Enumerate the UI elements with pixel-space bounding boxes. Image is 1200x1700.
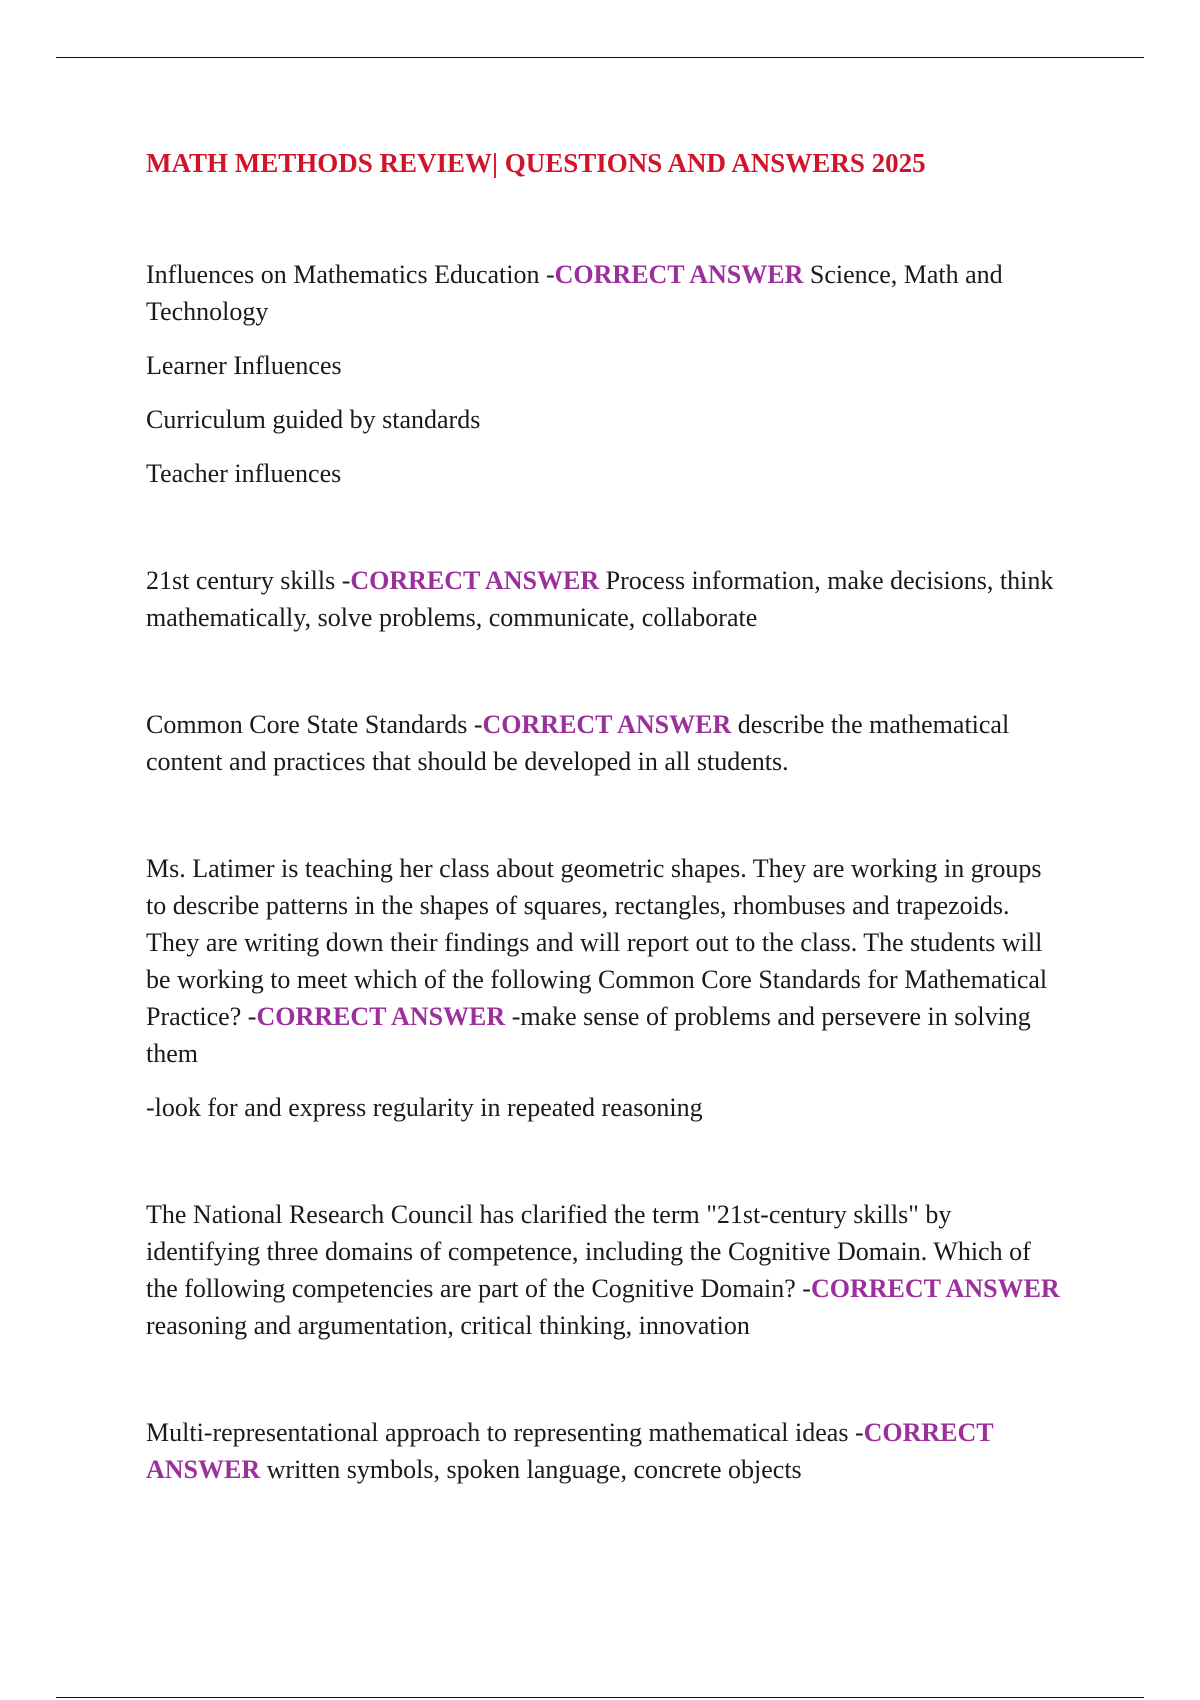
qa-item (146, 1414, 1066, 1488)
answer-text: describe the mathematical content and practices that should be developed in all students. (146, 710, 1010, 776)
answer-extra-line: -look for and express regularity in repeated reasoning (146, 1093, 703, 1122)
qa-question-answer (146, 562, 1066, 636)
correct-answer-label: CORRECT ANSWER (350, 566, 600, 595)
qa-question-answer (146, 706, 1066, 780)
qa-item (146, 1196, 1066, 1344)
correct-answer-label: CORRECT ANSWER (554, 260, 804, 289)
document-title: MATH METHODS REVIEW| QUESTIONS AND ANSWERS 2025 (146, 148, 926, 178)
document-body (146, 148, 1066, 1488)
correct-answer-label: CORRECT ANSWER (146, 1418, 994, 1484)
answer-text: written symbols, spoken language, concrete objects (260, 1455, 802, 1484)
correct-answer-label: CORRECT ANSWER (256, 1002, 506, 1031)
answer-extra-line: Learner Influences (146, 351, 342, 380)
correct-answer-label: CORRECT ANSWER (482, 710, 732, 739)
question-text: 21st century skills - (146, 566, 351, 595)
bottom-rule (56, 1697, 1144, 1698)
question-text: Influences on Mathematics Education - (146, 260, 555, 289)
qa-question-answer (146, 1196, 1066, 1344)
answer-text: Process information, make decisions, think mathematically, solve problems, communicate, collaborate (146, 566, 1054, 632)
question-text: Ms. Latimer is teaching her class about geometric shapes. They are working in groups to describe patterns in the shapes of squares, rectangles, rhombuses and trapezoids. They are writing down their findings and will report out to the class. The students will be working to meet which of the following Common Core Standards for Mathematical Practice? - (146, 854, 1048, 1031)
qa-item (146, 850, 1066, 1126)
qa-question-answer (146, 1414, 1066, 1488)
question-text: Common Core State Standards - (146, 710, 483, 739)
answer-text: -make sense of problems and persevere in solving them (146, 1002, 1031, 1068)
qa-item (146, 562, 1066, 636)
top-rule (56, 57, 1144, 58)
qa-question-answer (146, 256, 1066, 330)
qa-item (146, 256, 1066, 492)
qa-list (146, 256, 1066, 1488)
question-text: The National Research Council has clarified the term "21st-century skills" by identifying three domains of competence, including the Cognitive Domain. Which of the following competencies are part of the Cognitive Domain? - (146, 1200, 1031, 1303)
qa-item (146, 706, 1066, 780)
qa-question-answer (146, 850, 1066, 1072)
correct-answer-label: CORRECT ANSWER (810, 1274, 1060, 1303)
answer-text: reasoning and argumentation, critical thinking, innovation (146, 1311, 750, 1340)
answer-extra-line: Curriculum guided by standards (146, 405, 481, 434)
answer-extra-line: Teacher influences (146, 459, 342, 488)
question-text: Multi-representational approach to representing mathematical ideas - (146, 1418, 864, 1447)
answer-text: Science, Math and Technology (146, 260, 1003, 326)
